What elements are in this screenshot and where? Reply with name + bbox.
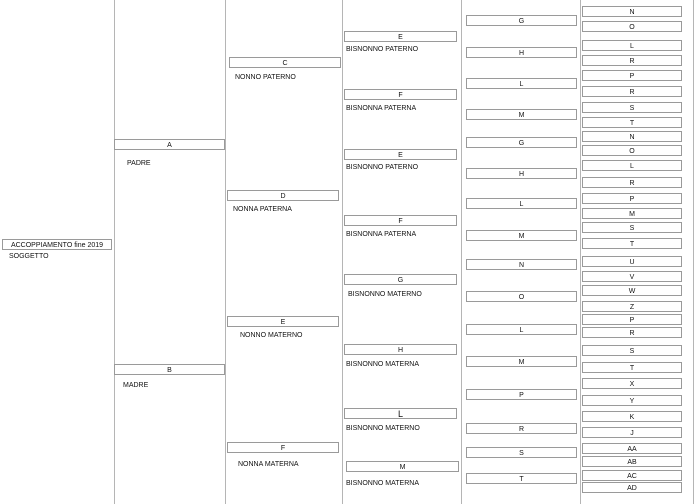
gen5-box: S bbox=[582, 345, 682, 356]
father-label: PADRE bbox=[127, 160, 151, 167]
great-grandparent-label: BISNONNO MATERNA bbox=[346, 361, 419, 368]
great-grandparent-box: E bbox=[344, 31, 457, 42]
gen5-box: Y bbox=[582, 395, 682, 406]
great-grandparent-box: F bbox=[344, 89, 457, 100]
gen4-box: M bbox=[466, 230, 577, 241]
grandparent-label: NONNO PATERNO bbox=[235, 74, 296, 81]
gen5-box: R bbox=[582, 327, 682, 338]
gen5-box: S bbox=[582, 102, 682, 113]
gen5-box: W bbox=[582, 285, 682, 296]
gen5-box: N bbox=[582, 6, 682, 17]
gen4-box: N bbox=[466, 259, 577, 270]
column-divider bbox=[342, 0, 343, 504]
grandparent-label: NONNA PATERNA bbox=[233, 206, 292, 213]
gen4-box: R bbox=[466, 423, 577, 434]
gen5-box: T bbox=[582, 362, 682, 373]
gen4-box: L bbox=[466, 78, 577, 89]
gen4-box: H bbox=[466, 168, 577, 179]
grandparent-label: NONNO MATERNO bbox=[240, 332, 303, 339]
gen5-box: K bbox=[582, 411, 682, 422]
gen5-box: AB bbox=[582, 456, 682, 467]
grandparent-box: D bbox=[227, 190, 339, 201]
column-divider bbox=[693, 0, 694, 504]
great-grandparent-box: E bbox=[344, 149, 457, 160]
subject-label: SOGGETTO bbox=[9, 253, 49, 260]
great-grandparent-label: BISNONNO MATERNA bbox=[346, 480, 419, 487]
gen4-box: M bbox=[466, 356, 577, 367]
gen5-box: J bbox=[582, 427, 682, 438]
gen5-box: L bbox=[582, 40, 682, 51]
father-box: A bbox=[114, 139, 225, 150]
great-grandparent-label: BISNONNO MATERNO bbox=[348, 291, 422, 298]
gen5-box: R bbox=[582, 177, 682, 188]
gen5-box: U bbox=[582, 256, 682, 267]
gen5-box: M bbox=[582, 208, 682, 219]
column-divider bbox=[114, 0, 115, 504]
gen5-box: X bbox=[582, 378, 682, 389]
mother-label: MADRE bbox=[123, 382, 149, 389]
grandparent-box: E bbox=[227, 316, 339, 327]
gen5-box: Z bbox=[582, 301, 682, 312]
great-grandparent-box: F bbox=[344, 215, 457, 226]
gen4-box: S bbox=[466, 447, 577, 458]
great-grandparent-label: BISNONNO PATERNO bbox=[346, 46, 419, 53]
grandparent-box: F bbox=[227, 442, 339, 453]
gen5-box: P bbox=[582, 70, 682, 81]
gen4-box: G bbox=[466, 15, 577, 26]
gen5-box: L bbox=[582, 160, 682, 171]
grandparent-box: C bbox=[229, 57, 341, 68]
column-divider bbox=[580, 0, 581, 504]
column-divider bbox=[225, 0, 226, 504]
great-grandparent-label: BISNONNO MATERNO bbox=[346, 425, 420, 432]
great-grandparent-box: G bbox=[344, 274, 457, 285]
gen5-box: T bbox=[582, 238, 682, 249]
great-grandparent-box: L bbox=[344, 408, 457, 419]
gen5-box: AA bbox=[582, 443, 682, 454]
gen5-box: AD bbox=[582, 482, 682, 493]
mother-box: B bbox=[114, 364, 225, 375]
gen4-box: L bbox=[466, 324, 577, 335]
gen5-box: O bbox=[582, 145, 682, 156]
gen4-box: M bbox=[466, 109, 577, 120]
gen4-box: L bbox=[466, 198, 577, 209]
gen4-box: G bbox=[466, 137, 577, 148]
gen5-box: N bbox=[582, 131, 682, 142]
subject-box: ACCOPPIAMENTO fine 2019 bbox=[2, 239, 112, 250]
grandparent-label: NONNA MATERNA bbox=[238, 461, 299, 468]
gen4-box: T bbox=[466, 473, 577, 484]
gen4-box: O bbox=[466, 291, 577, 302]
gen5-box: R bbox=[582, 86, 682, 97]
gen5-box: R bbox=[582, 55, 682, 66]
great-grandparent-box: H bbox=[344, 344, 457, 355]
gen5-box: T bbox=[582, 117, 682, 128]
gen5-box: O bbox=[582, 21, 682, 32]
great-grandparent-label: BISNONNO PATERNO bbox=[346, 164, 419, 171]
gen5-box: S bbox=[582, 222, 682, 233]
column-divider bbox=[461, 0, 462, 504]
gen5-box: P bbox=[582, 314, 682, 325]
gen4-box: H bbox=[466, 47, 577, 58]
gen5-box: P bbox=[582, 193, 682, 204]
gen4-box: P bbox=[466, 389, 577, 400]
great-grandparent-label: BISNONNA PATERNA bbox=[346, 231, 417, 238]
great-grandparent-label: BISNONNA PATERNA bbox=[346, 105, 417, 112]
gen5-box: V bbox=[582, 271, 682, 282]
great-grandparent-box: M bbox=[346, 461, 459, 472]
gen5-box: AC bbox=[582, 470, 682, 481]
